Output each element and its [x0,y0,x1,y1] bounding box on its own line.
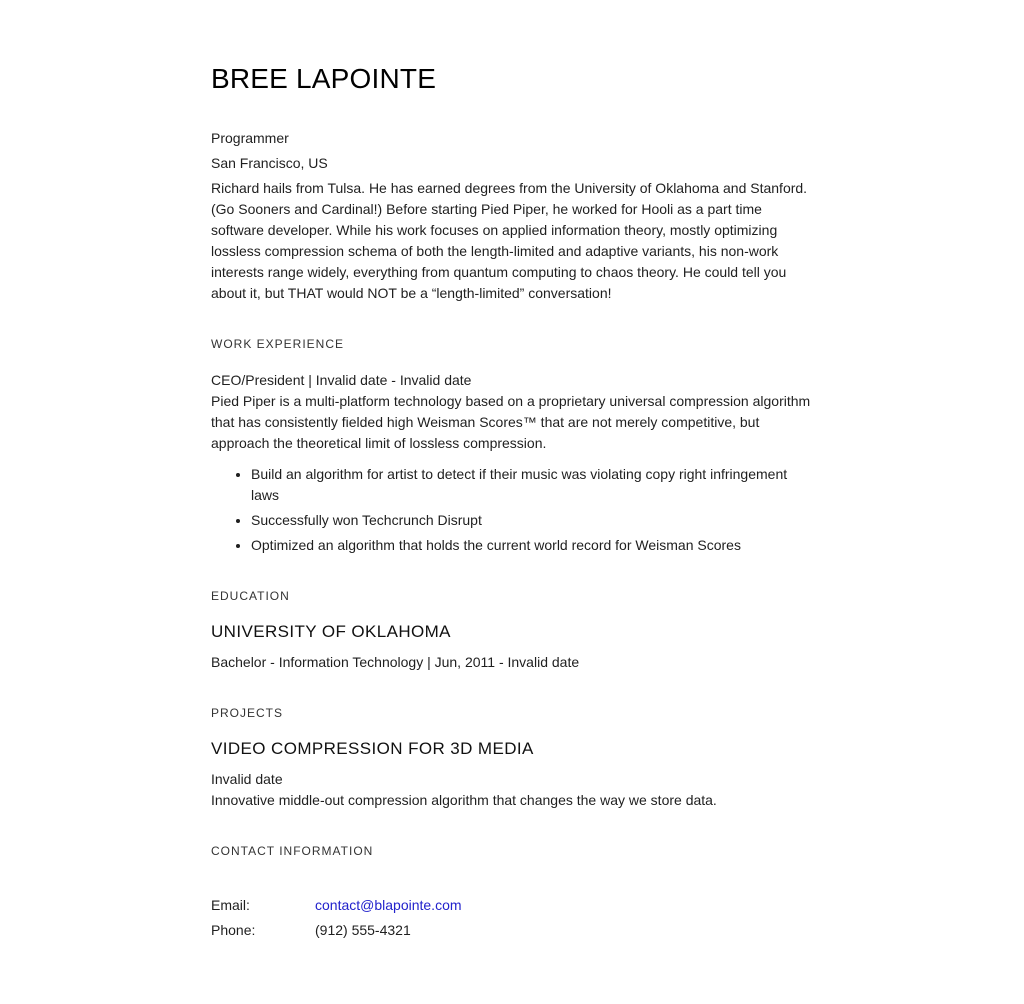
resume-content [211,64,811,945]
section-education [211,590,811,673]
section-projects [211,707,811,811]
work-experience-heading: WORK EXPERIENCE [211,336,345,351]
summary-paragraph: Richard hails from Tulsa. He has earned degrees from the University of Oklahoma and Stanford. (Go Sooners and Cardinal!) Before starting Pied Piper, he worked for Hooli as a part time software developer. While his work focuses on applied information theory, mostly optimizing lossless compression schema of both the length-limited and adaptive variants, his non-work interests range widely, everything from quantum computing to chaos theory. He could tell you about it, but THAT would NOT be a “length-limited” conversation! [211,179,808,301]
job-highlights-list [211,464,811,556]
job-description: Pied Piper is a multi-platform technology based on a proprietary universal compression algorithm that has consistently fielded high Weisman Scores™ that are not merely competitive, but approach the theoretical limit of lossless compression. [211,392,811,451]
project-date: Invalid date [211,770,283,787]
education-school: UNIVERSITY OF OKLAHOMA [211,621,451,641]
phone-value: (912) 555-4321 [315,921,411,938]
email-link[interactable]: contact@blapointe.com [315,896,462,913]
job-highlight-item: • Optimized an algorithm that holds the current world record for Weisman Scores [251,535,811,556]
resume-name: BREE LAPOINTE [211,63,437,94]
contact-row-phone [211,920,811,941]
contact-row-email [211,895,811,916]
location: San Francisco, US [211,154,328,171]
projects-heading: PROJECTS [211,705,284,720]
job-highlight-item: • Successfully won Techcrunch Disrupt [251,510,811,531]
section-contact-information [211,845,811,941]
education-detail-line: Bachelor - Information Technology | Jun, 2011 - Invalid date [211,653,580,670]
contact-information-heading: CONTACT INFORMATION [211,843,374,858]
job-role: Programmer [211,129,289,146]
project-title: VIDEO COMPRESSION FOR 3D MEDIA [211,738,534,758]
section-work-experience [211,338,811,556]
project-description: Innovative middle-out compression algorithm that changes the way we store data. [211,791,717,808]
job-title-line: CEO/President | Invalid date - Invalid date [211,371,472,388]
job-highlight-item: • Build an algorithm for artist to detect if their music was violating copy right infringement laws [251,464,811,506]
email-label: Email: [211,896,250,913]
phone-label: Phone: [211,921,256,938]
education-heading: EDUCATION [211,588,290,603]
